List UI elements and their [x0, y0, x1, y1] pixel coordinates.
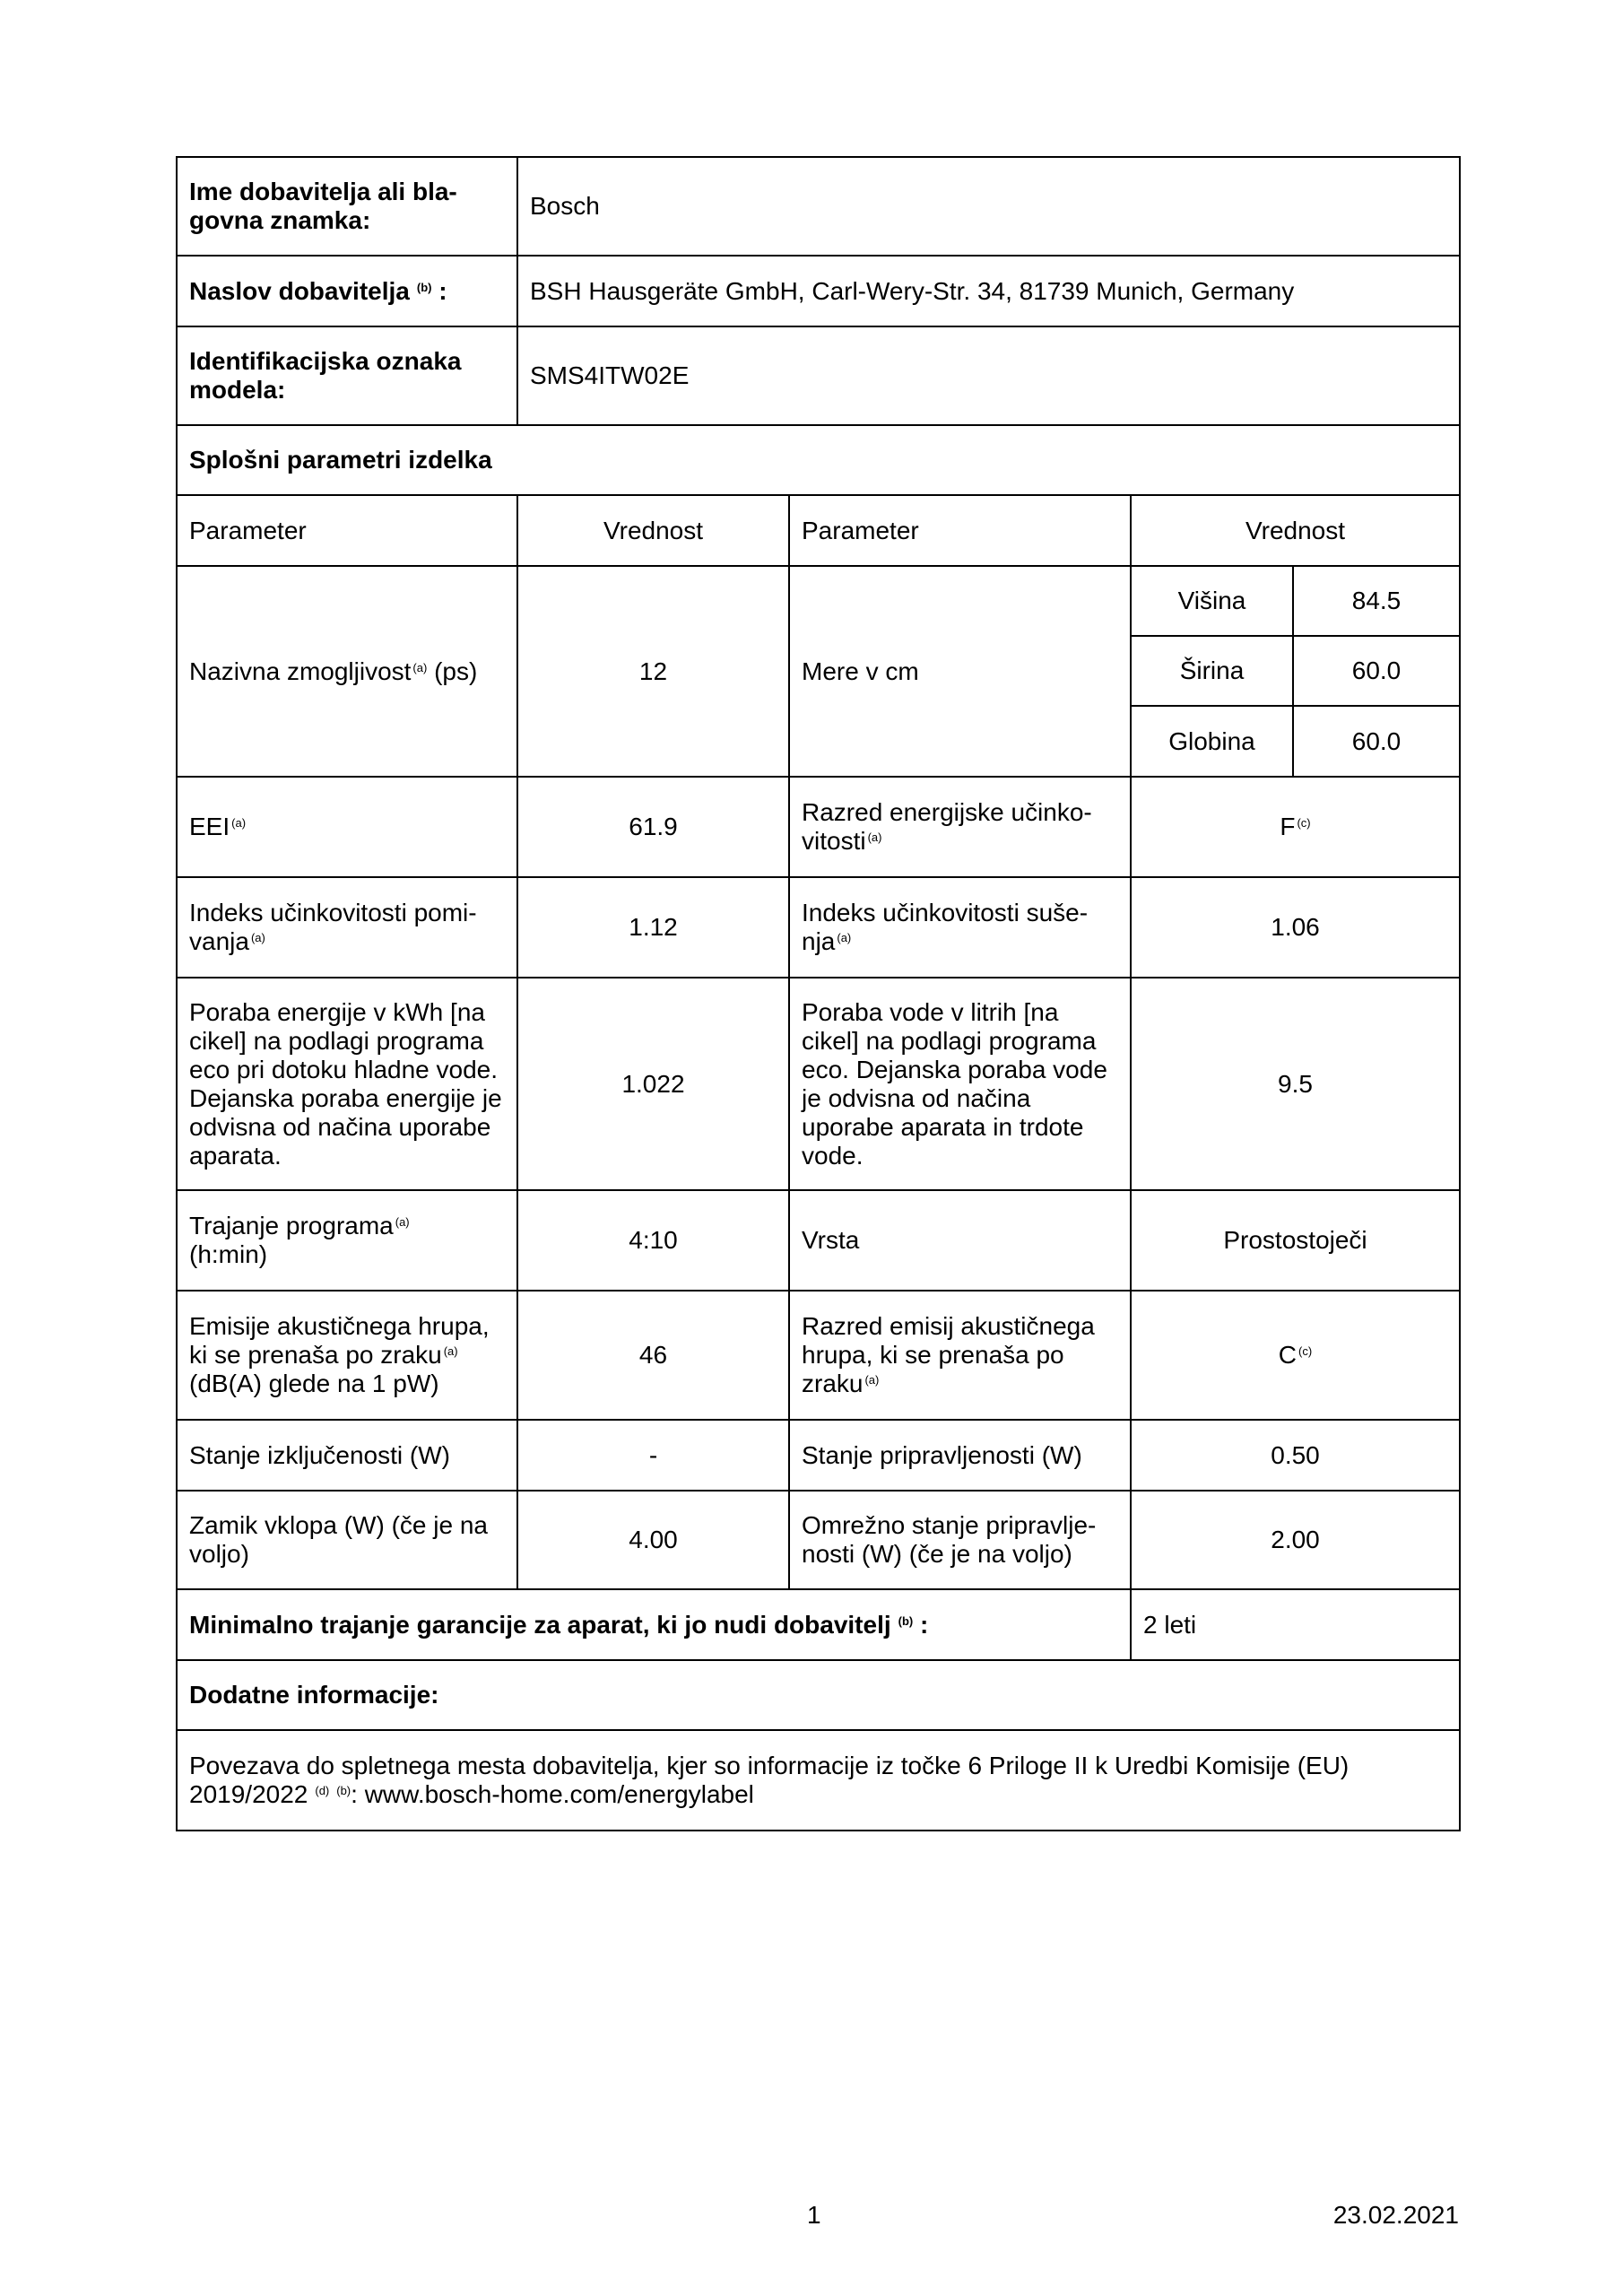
header-row [177, 495, 1460, 566]
height-label: Višina [1131, 566, 1293, 636]
header-param-left: Parameter [177, 495, 517, 566]
energy-class-value: F [1280, 813, 1296, 840]
additional-note-b: (b) [336, 1784, 352, 1797]
energy-consumption-label: Poraba energije v kWh [na cikel] na podlagi programa eco pri dotoku hladne vode. Dejanska poraba energije je odvisna od načina uporabe aparata. [177, 978, 517, 1190]
capacity-label: Nazivna zmogljivost [189, 657, 412, 685]
additional-info-cell [177, 1730, 1460, 1831]
cleaning-index-label: Indeks učinkovitosti pomi-vanja [189, 899, 477, 955]
capacity-value: 12 [517, 566, 789, 777]
capacity-unit: (ps) [434, 657, 478, 685]
additional-title-row [177, 1660, 1460, 1730]
model-label: Identifikacijska oznaka modela: [177, 326, 517, 425]
supplier-name-row [177, 157, 1460, 256]
energy-class-label-cell [789, 777, 1131, 877]
page-number: 1 [807, 2201, 821, 2229]
depth-value: 60.0 [1293, 706, 1460, 777]
standby-row [177, 1420, 1460, 1491]
water-consumption-label: Poraba vode v litrih [na cikel] na podlagi programa eco. Dejanska poraba vode je odvisna od načina uporabe aparata in trdote vode. [789, 978, 1131, 1190]
energy-class-note: (a) [867, 831, 882, 844]
additional-text: Povezava do spletnega mesta dobavitelja, kjer so informacije iz točke 6 Priloge II k Uredbi Komisije (EU) 2019/2022 [189, 1752, 1350, 1808]
cleaning-index-value: 1.12 [517, 877, 789, 978]
width-value: 60.0 [1293, 636, 1460, 706]
type-label: Vrsta [789, 1190, 1131, 1291]
cleaning-index-label-cell [177, 877, 517, 978]
supplier-address-row [177, 256, 1460, 326]
cleaning-index-note: (a) [250, 931, 265, 944]
delay-start-value: 4.00 [517, 1491, 789, 1589]
document-date: 23.02.2021 [1332, 2201, 1459, 2229]
height-value: 84.5 [1293, 566, 1460, 636]
product-information-sheet [176, 156, 1461, 1831]
header-param-right: Parameter [789, 495, 1131, 566]
standby-value: 0.50 [1131, 1420, 1460, 1491]
duration-value: 4:10 [517, 1190, 789, 1291]
noise-class-note: (a) [864, 1373, 880, 1387]
energy-class-value-cell [1131, 777, 1460, 877]
supplier-name-label: Ime dobavitelja ali bla-govna znamka: [177, 157, 517, 256]
type-value: Prostostoječi [1131, 1190, 1460, 1291]
noise-note: (a) [443, 1344, 458, 1358]
noise-class-label: Razred emisij akustičnega hrupa, ki se prenaša po zraku [802, 1312, 1095, 1397]
supplier-address-value: BSH Hausgeräte GmbH, Carl-Wery-Str. 34, 81739 Munich, Germany [517, 256, 1460, 326]
noise-unit: (dB(A) glede na 1 pW) [189, 1370, 439, 1397]
supplier-address-note: (b) [416, 280, 432, 294]
drying-index-value: 1.06 [1131, 877, 1460, 978]
noise-class-value-note: (c) [1298, 1344, 1313, 1358]
depth-label: Globina [1131, 706, 1293, 777]
duration-label: Trajanje programa [189, 1212, 394, 1239]
noise-label: Emisije akustičnega hrupa, ki se prenaša po zraku [189, 1312, 490, 1369]
supplier-name-value: Bosch [517, 157, 1460, 256]
header-value-right: Vrednost [1131, 495, 1460, 566]
duration-label-cell [177, 1190, 517, 1291]
networked-standby-label: Omrežno stanje pripravlje-nosti (W) (če je na voljo) [789, 1491, 1131, 1589]
off-mode-value: - [517, 1420, 789, 1491]
drying-index-note: (a) [837, 931, 852, 944]
eei-value: 61.9 [517, 777, 789, 877]
noise-class-label-cell [789, 1291, 1131, 1420]
efficiency-row [177, 877, 1460, 978]
width-label: Širina [1131, 636, 1293, 706]
drying-index-label: Indeks učinkovitosti suše-nja [802, 899, 1089, 955]
capacity-label-cell [177, 566, 517, 777]
eei-row [177, 777, 1460, 877]
model-value: SMS4ITW02E [517, 326, 1460, 425]
additional-title: Dodatne informacije: [177, 1660, 1460, 1730]
delay-network-row [177, 1491, 1460, 1589]
duration-note: (a) [395, 1215, 410, 1229]
warranty-note: (b) [898, 1613, 914, 1628]
additional-info-row [177, 1730, 1460, 1831]
additional-link: : www.bosch-home.com/energylabel [351, 1780, 754, 1808]
delay-start-label: Zamik vklopa (W) (če je na voljo) [177, 1491, 517, 1589]
consumption-row [177, 978, 1460, 1190]
noise-class-value: C [1278, 1341, 1298, 1369]
duration-type-row [177, 1190, 1460, 1291]
dimensions-label: Mere v cm [789, 566, 1131, 777]
standby-label: Stanje pripravljenosti (W) [789, 1420, 1131, 1491]
eei-label: EEI [189, 813, 230, 840]
model-row [177, 326, 1460, 425]
additional-note-d: (d) [315, 1784, 330, 1797]
warranty-value: 2 leti [1131, 1589, 1460, 1660]
energy-class-label: Razred energijske učinko-vitosti [802, 798, 1092, 855]
warranty-row [177, 1589, 1460, 1660]
header-value-left: Vrednost [517, 495, 789, 566]
warranty-colon: : [920, 1610, 929, 1639]
warranty-label-cell [177, 1589, 1131, 1660]
off-mode-label: Stanje izključenosti (W) [177, 1420, 517, 1491]
supplier-address-colon: : [438, 276, 447, 305]
eei-note: (a) [231, 816, 247, 830]
supplier-address-label: Naslov dobavitelja [189, 276, 410, 305]
energy-consumption-value: 1.022 [517, 978, 789, 1190]
energy-class-value-note: (c) [1297, 816, 1311, 830]
networked-standby-value: 2.00 [1131, 1491, 1460, 1589]
duration-unit: (h:min) [189, 1240, 268, 1268]
supplier-address-label-cell [177, 256, 517, 326]
noise-row [177, 1291, 1460, 1420]
noise-label-cell [177, 1291, 517, 1420]
eei-label-cell [177, 777, 517, 877]
capacity-note: (a) [412, 660, 428, 674]
water-consumption-value: 9.5 [1131, 978, 1460, 1190]
general-params-title: Splošni parametri izdelka [177, 425, 1460, 495]
capacity-dimensions-row [177, 566, 1460, 636]
drying-index-label-cell [789, 877, 1131, 978]
noise-value: 46 [517, 1291, 789, 1420]
noise-class-value-cell [1131, 1291, 1460, 1420]
general-params-row [177, 425, 1460, 495]
warranty-label: Minimalno trajanje garancije za aparat, ki jo nudi dobavitelj [189, 1610, 891, 1639]
